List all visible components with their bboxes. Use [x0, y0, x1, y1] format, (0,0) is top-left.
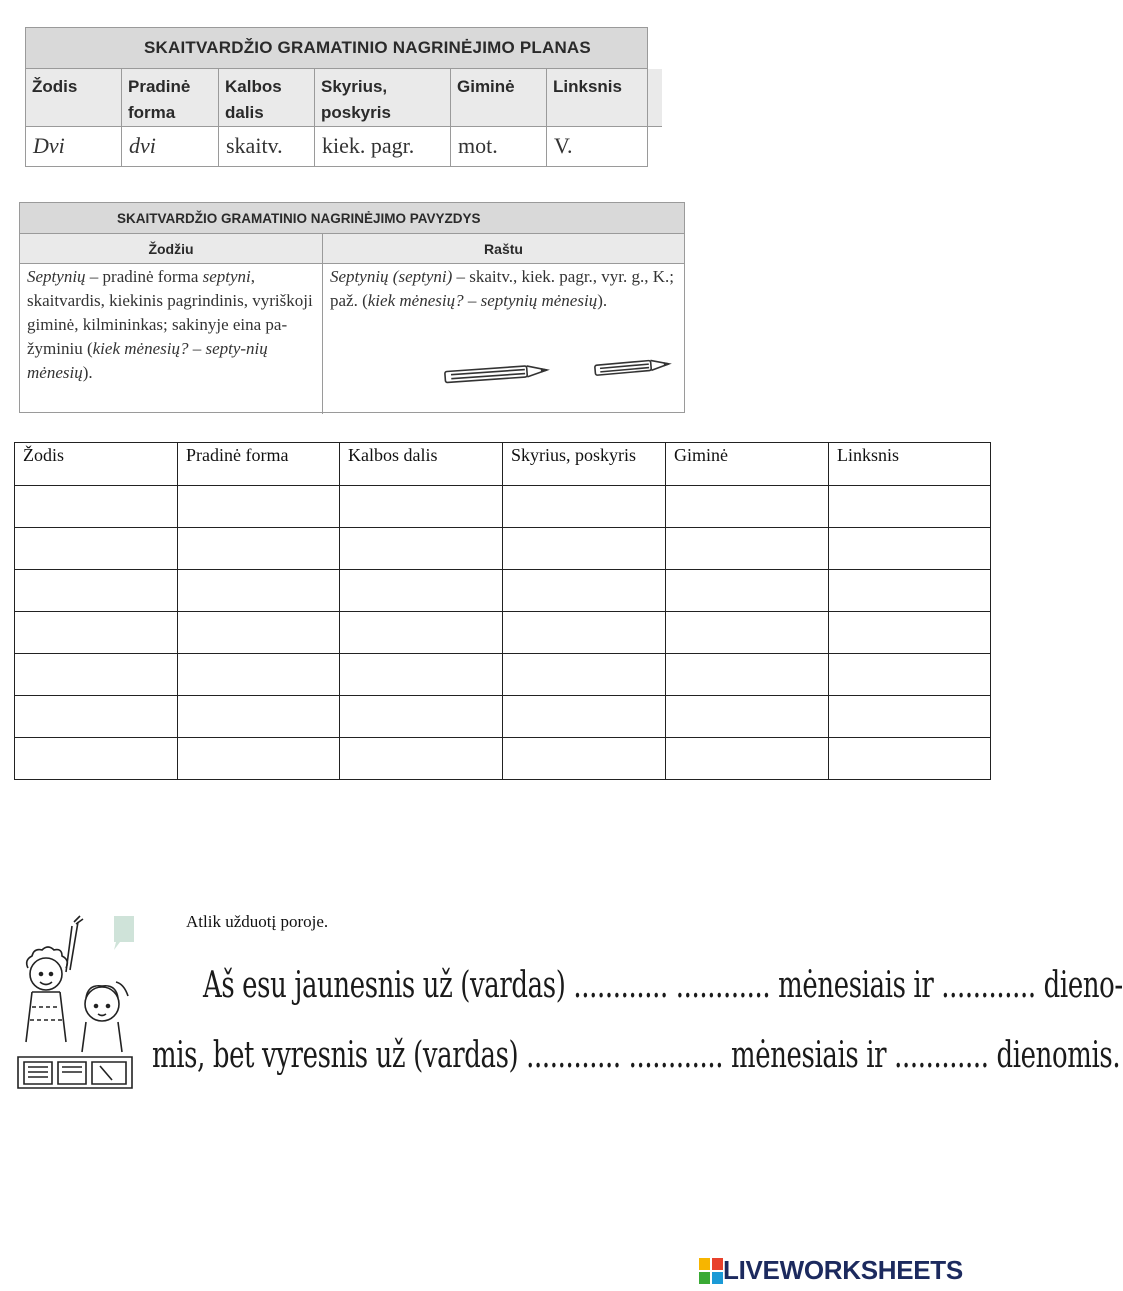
answer-header-pradine-forma: Pradinė forma — [178, 443, 340, 486]
plan-title: SKAITVARDŽIO GRAMATINIO NAGRINĖJIMO PLANAS — [26, 28, 647, 69]
answer-header-gimine: Giminė — [666, 443, 829, 486]
analysis-plan-table — [25, 27, 648, 167]
answer-header-skyrius: Skyrius, poskyris — [503, 443, 666, 486]
plan-cell-kalbos-dalis: skaitv. — [219, 127, 315, 167]
answer-header-linksnis: Linksnis — [829, 443, 991, 486]
answer-cell[interactable] — [178, 612, 340, 654]
answer-header-kalbos-dalis: Kalbos dalis — [340, 443, 503, 486]
answer-cell[interactable] — [15, 570, 178, 612]
answer-header-zodis: Žodis — [15, 443, 178, 486]
answer-cell[interactable] — [666, 738, 829, 780]
answer-cell[interactable] — [829, 570, 991, 612]
pencil-icon — [591, 355, 675, 379]
plan-cell-gimine: mot. — [451, 127, 547, 167]
task-sentence-line-1: Aš esu jaunesnis už (vardas) ............ ............ mėnesiais ir ............ dieno- — [203, 965, 1123, 1006]
answer-cell[interactable] — [666, 612, 829, 654]
example-oral-text: Septynių – pradinė forma septyni, skaitvardis, kiekinis pagrindinis, vyriškoji giminė, kilmininkas; sakinyje eina pa-žyminiu (kiek mėnesių? – septy-nių mėnesių). — [20, 264, 323, 414]
plan-header-gimine: Giminė — [451, 69, 547, 127]
table-row — [15, 696, 991, 738]
table-row — [15, 570, 991, 612]
answer-cell[interactable] — [340, 696, 503, 738]
answer-cell[interactable] — [503, 738, 666, 780]
plan-header-skyrius: Skyrius, poskyris — [315, 69, 451, 127]
example-title: SKAITVARDŽIO GRAMATINIO NAGRINĖJIMO PAVYZDYS — [20, 203, 684, 234]
answer-cell[interactable] — [15, 528, 178, 570]
answer-cell[interactable] — [829, 486, 991, 528]
table-row — [15, 528, 991, 570]
answer-cell[interactable] — [666, 528, 829, 570]
answer-cell[interactable] — [503, 486, 666, 528]
plan-header-linksnis: Linksnis — [547, 69, 648, 127]
answer-cell[interactable] — [178, 486, 340, 528]
answer-cell[interactable] — [15, 612, 178, 654]
answer-cell[interactable] — [666, 486, 829, 528]
answer-cell[interactable] — [829, 528, 991, 570]
table-row — [15, 654, 991, 696]
answer-cell[interactable] — [829, 612, 991, 654]
answer-cell[interactable] — [503, 612, 666, 654]
answer-table — [14, 442, 991, 780]
pencil-icon — [441, 360, 553, 386]
answer-cell[interactable] — [666, 654, 829, 696]
answer-cell[interactable] — [340, 528, 503, 570]
children-illustration — [16, 912, 134, 1092]
liveworksheets-logo — [699, 1255, 963, 1286]
analysis-example-box — [19, 202, 685, 413]
answer-cell[interactable] — [178, 528, 340, 570]
answer-cell[interactable] — [503, 528, 666, 570]
answer-cell[interactable] — [503, 696, 666, 738]
example-col-oral: Žodžiu — [20, 234, 323, 263]
table-row — [15, 738, 991, 780]
example-written-text: Septynių (septyni) – skaitv., kiek. pagr., vyr. g., K.; paž. (kiek mėnesių? – septynių mėnesių). — [323, 264, 684, 414]
answer-cell[interactable] — [829, 654, 991, 696]
answer-cell[interactable] — [178, 696, 340, 738]
answer-cell[interactable] — [178, 654, 340, 696]
task-sentence-line-2: mis, bet vyresnis už (vardas) ............ ............ mėnesiais ir ............ dienomis. — [152, 1035, 1121, 1076]
answer-cell[interactable] — [340, 612, 503, 654]
table-row — [15, 486, 991, 528]
logo-text: LIVEWORKSHEETS — [723, 1255, 963, 1285]
answer-cell[interactable] — [340, 738, 503, 780]
plan-cell-zodis: Dvi — [26, 127, 122, 167]
answer-cell[interactable] — [829, 738, 991, 780]
plan-header-zodis: Žodis — [26, 69, 122, 127]
plan-cell-skyrius: kiek. pagr. — [315, 127, 451, 167]
answer-cell[interactable] — [503, 570, 666, 612]
plan-cell-pradine-forma: dvi — [122, 127, 219, 167]
plan-cell-extra — [648, 127, 662, 167]
table-row — [15, 612, 991, 654]
answer-cell[interactable] — [178, 738, 340, 780]
task-instruction: Atlik užduotį poroje. — [186, 912, 329, 931]
answer-cell[interactable] — [340, 570, 503, 612]
answer-cell[interactable] — [15, 696, 178, 738]
answer-cell[interactable] — [15, 738, 178, 780]
answer-cell[interactable] — [340, 486, 503, 528]
logo-mark-icon — [699, 1258, 723, 1284]
plan-cell-linksnis: V. — [547, 127, 648, 167]
plan-header-pradine-forma: Pradinė forma — [122, 69, 219, 127]
plan-header-kalbos-dalis: Kalbos dalis — [219, 69, 315, 127]
answer-cell[interactable] — [666, 570, 829, 612]
answer-cell[interactable] — [503, 654, 666, 696]
answer-cell[interactable] — [15, 654, 178, 696]
answer-cell[interactable] — [178, 570, 340, 612]
answer-cell[interactable] — [340, 654, 503, 696]
answer-cell[interactable] — [829, 696, 991, 738]
answer-cell[interactable] — [666, 696, 829, 738]
plan-header-extra — [648, 69, 662, 127]
answer-cell[interactable] — [15, 486, 178, 528]
example-col-written: Raštu — [484, 240, 523, 257]
